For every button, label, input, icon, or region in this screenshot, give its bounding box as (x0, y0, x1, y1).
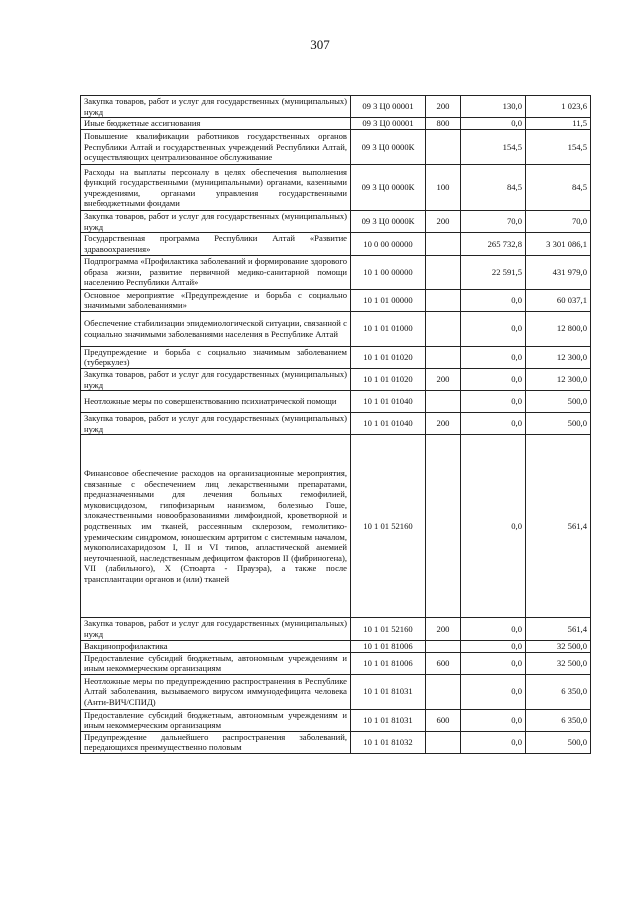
row-code: 10 1 01 81031 (351, 709, 426, 731)
row-value-2: 12 300,0 (526, 346, 591, 368)
row-type (426, 674, 461, 709)
row-code: 09 3 Ц0 0000К (351, 165, 426, 211)
table-row (81, 311, 591, 346)
row-value-1: 0,0 (461, 289, 526, 311)
row-code: 10 0 00 00000 (351, 233, 426, 255)
row-value-2: 500,0 (526, 731, 591, 753)
table-row (81, 413, 591, 435)
row-value-2: 70,0 (526, 211, 591, 233)
row-value-2: 1 023,6 (526, 96, 591, 118)
page-number: 307 (310, 37, 330, 52)
row-code: 09 3 Ц0 0000К (351, 130, 426, 165)
row-value-1: 0,0 (461, 346, 526, 368)
row-code: 09 3 Ц0 0000К (351, 211, 426, 233)
row-code: 10 1 01 81032 (351, 731, 426, 753)
row-value-1: 0,0 (461, 118, 526, 130)
row-value-1: 0,0 (461, 311, 526, 346)
row-name: Предоставление субсидий бюджетным, автономным учреждениям и иным некоммерческим организациям (81, 652, 351, 674)
table-row (81, 96, 591, 118)
row-value-1: 22 591,5 (461, 255, 526, 289)
row-type: 600 (426, 652, 461, 674)
row-type: 200 (426, 618, 461, 640)
row-type (426, 130, 461, 165)
table-row (81, 165, 591, 211)
row-value-2: 84,5 (526, 165, 591, 211)
row-code: 10 1 01 52160 (351, 435, 426, 618)
row-type: 200 (426, 368, 461, 390)
row-code: 10 1 01 81031 (351, 674, 426, 709)
budget-table (80, 95, 591, 754)
row-type: 200 (426, 96, 461, 118)
row-type: 200 (426, 211, 461, 233)
row-value-2: 32 500,0 (526, 652, 591, 674)
row-value-2: 561,4 (526, 435, 591, 618)
row-value-1: 154,5 (461, 130, 526, 165)
row-name: Предоставление субсидий бюджетным, автономным учреждениям и иным некоммерческим организациям (81, 709, 351, 731)
row-name: Закупка товаров, работ и услуг для государственных (муниципальных) нужд (81, 368, 351, 390)
table-row (81, 435, 591, 618)
budget-table-body (81, 96, 591, 754)
table-row (81, 368, 591, 390)
row-name: Подпрограмма «Профилактика заболеваний и формирование здорового образа жизни, развитие первичной медико-санитарной помощи населению Республики Алтай» (81, 255, 351, 289)
row-value-2: 6 350,0 (526, 709, 591, 731)
row-code: 10 1 01 01020 (351, 368, 426, 390)
row-name: Финансовое обеспечение расходов на организационные мероприятия, связанные с обеспечением лиц лекарственными препаратами, предназначенными для лечения больных гемофилией, муковисцидозом, гипофизарным нанизмом, болезнью Гоше, злокачественными новообразованиями лимфоидной, кроветворной и родственных им тканей, рассеянным склерозом, гемолитико-уремическим синдромом, юношеским артритом с системным началом, мукополисахаридозом I, II и VI типов, апластической анемией неуточненной, наследственным дефицитом факторов II (фибриногена), VII (лабильного), X (Стюарта - Прауэра), а также после трансплантации органов и (или) тканей (81, 435, 351, 618)
row-value-1: 0,0 (461, 709, 526, 731)
row-value-1: 130,0 (461, 96, 526, 118)
row-value-2: 32 500,0 (526, 640, 591, 652)
row-value-2: 500,0 (526, 391, 591, 413)
row-type (426, 640, 461, 652)
row-type (426, 233, 461, 255)
row-value-1: 265 732,8 (461, 233, 526, 255)
table-row (81, 346, 591, 368)
row-name: Расходы на выплаты персоналу в целях обеспечения выполнения функций государственными (муниципальными) органами, казенными учреждениями, органами управления государственными внебюджетными фондами (81, 165, 351, 211)
row-code: 10 1 01 81006 (351, 652, 426, 674)
row-value-2: 12 300,0 (526, 368, 591, 390)
table-row (81, 640, 591, 652)
row-code: 09 3 Ц0 00001 (351, 96, 426, 118)
row-value-2: 12 800,0 (526, 311, 591, 346)
row-name: Предупреждение дальнейшего распространения заболеваний, передающихся преимущественно половым (81, 731, 351, 753)
row-name: Основное мероприятие «Предупреждение и борьба с социально значимыми заболеваниями» (81, 289, 351, 311)
row-name: Предупреждение и борьба с социально значимым заболеванием (туберкулез) (81, 346, 351, 368)
table-row (81, 118, 591, 130)
row-value-1: 0,0 (461, 435, 526, 618)
row-type (426, 346, 461, 368)
row-value-2: 154,5 (526, 130, 591, 165)
row-value-2: 60 037,1 (526, 289, 591, 311)
row-type: 600 (426, 709, 461, 731)
row-value-1: 0,0 (461, 618, 526, 640)
row-name: Иные бюджетные ассигнования (81, 118, 351, 130)
row-type (426, 435, 461, 618)
row-value-2: 431 979,0 (526, 255, 591, 289)
row-name: Неотложные меры по предупреждению распространения в Республике Алтай заболевания, вызываемого вирусом иммунодефицита человека (Анти-ВИЧ/СПИД) (81, 674, 351, 709)
row-name: Обеспечение стабилизации эпидемиологической ситуации, связанной с социально значимыми заболеваниями населения в Республике Алтай (81, 311, 351, 346)
row-type (426, 391, 461, 413)
table-row (81, 233, 591, 255)
row-name: Повышение квалификации работников государственных органов Республики Алтай и государственных учреждений Республики Алтай, осуществляющих централизованное обслуживание (81, 130, 351, 165)
table-row (81, 652, 591, 674)
table-row (81, 289, 591, 311)
row-value-1: 0,0 (461, 652, 526, 674)
row-type (426, 289, 461, 311)
row-name: Закупка товаров, работ и услуг для государственных (муниципальных) нужд (81, 211, 351, 233)
row-code: 10 1 01 52160 (351, 618, 426, 640)
row-name: Неотложные меры по совершенствованию психиатрической помощи (81, 391, 351, 413)
row-code: 10 1 01 00000 (351, 289, 426, 311)
row-type: 200 (426, 413, 461, 435)
row-value-2: 11,5 (526, 118, 591, 130)
row-code: 10 1 01 01020 (351, 346, 426, 368)
row-value-1: 0,0 (461, 368, 526, 390)
row-value-1: 0,0 (461, 674, 526, 709)
row-code: 10 1 01 01040 (351, 413, 426, 435)
row-name: Закупка товаров, работ и услуг для государственных (муниципальных) нужд (81, 618, 351, 640)
row-code: 10 1 00 00000 (351, 255, 426, 289)
row-value-1: 0,0 (461, 413, 526, 435)
row-value-1: 0,0 (461, 391, 526, 413)
row-type (426, 311, 461, 346)
row-type (426, 731, 461, 753)
row-type: 100 (426, 165, 461, 211)
row-name: Вакцинопрофилактика (81, 640, 351, 652)
row-name: Закупка товаров, работ и услуг для государственных (муниципальных) нужд (81, 96, 351, 118)
row-code: 09 3 Ц0 00001 (351, 118, 426, 130)
row-type: 800 (426, 118, 461, 130)
table-row (81, 130, 591, 165)
table-row (81, 211, 591, 233)
row-name: Государственная программа Республики Алтай «Развитие здравоохранения» (81, 233, 351, 255)
row-name: Закупка товаров, работ и услуг для государственных (муниципальных) нужд (81, 413, 351, 435)
row-value-2: 500,0 (526, 413, 591, 435)
row-code: 10 1 01 01000 (351, 311, 426, 346)
row-value-1: 84,5 (461, 165, 526, 211)
row-value-1: 0,0 (461, 731, 526, 753)
row-value-2: 561,4 (526, 618, 591, 640)
row-value-2: 3 301 086,1 (526, 233, 591, 255)
row-type (426, 255, 461, 289)
table-row (81, 709, 591, 731)
table-row (81, 255, 591, 289)
row-code: 10 1 01 01040 (351, 391, 426, 413)
row-value-2: 6 350,0 (526, 674, 591, 709)
table-row (81, 391, 591, 413)
row-value-1: 70,0 (461, 211, 526, 233)
table-row (81, 618, 591, 640)
row-code: 10 1 01 81006 (351, 640, 426, 652)
table-row (81, 731, 591, 753)
table-row (81, 674, 591, 709)
row-value-1: 0,0 (461, 640, 526, 652)
